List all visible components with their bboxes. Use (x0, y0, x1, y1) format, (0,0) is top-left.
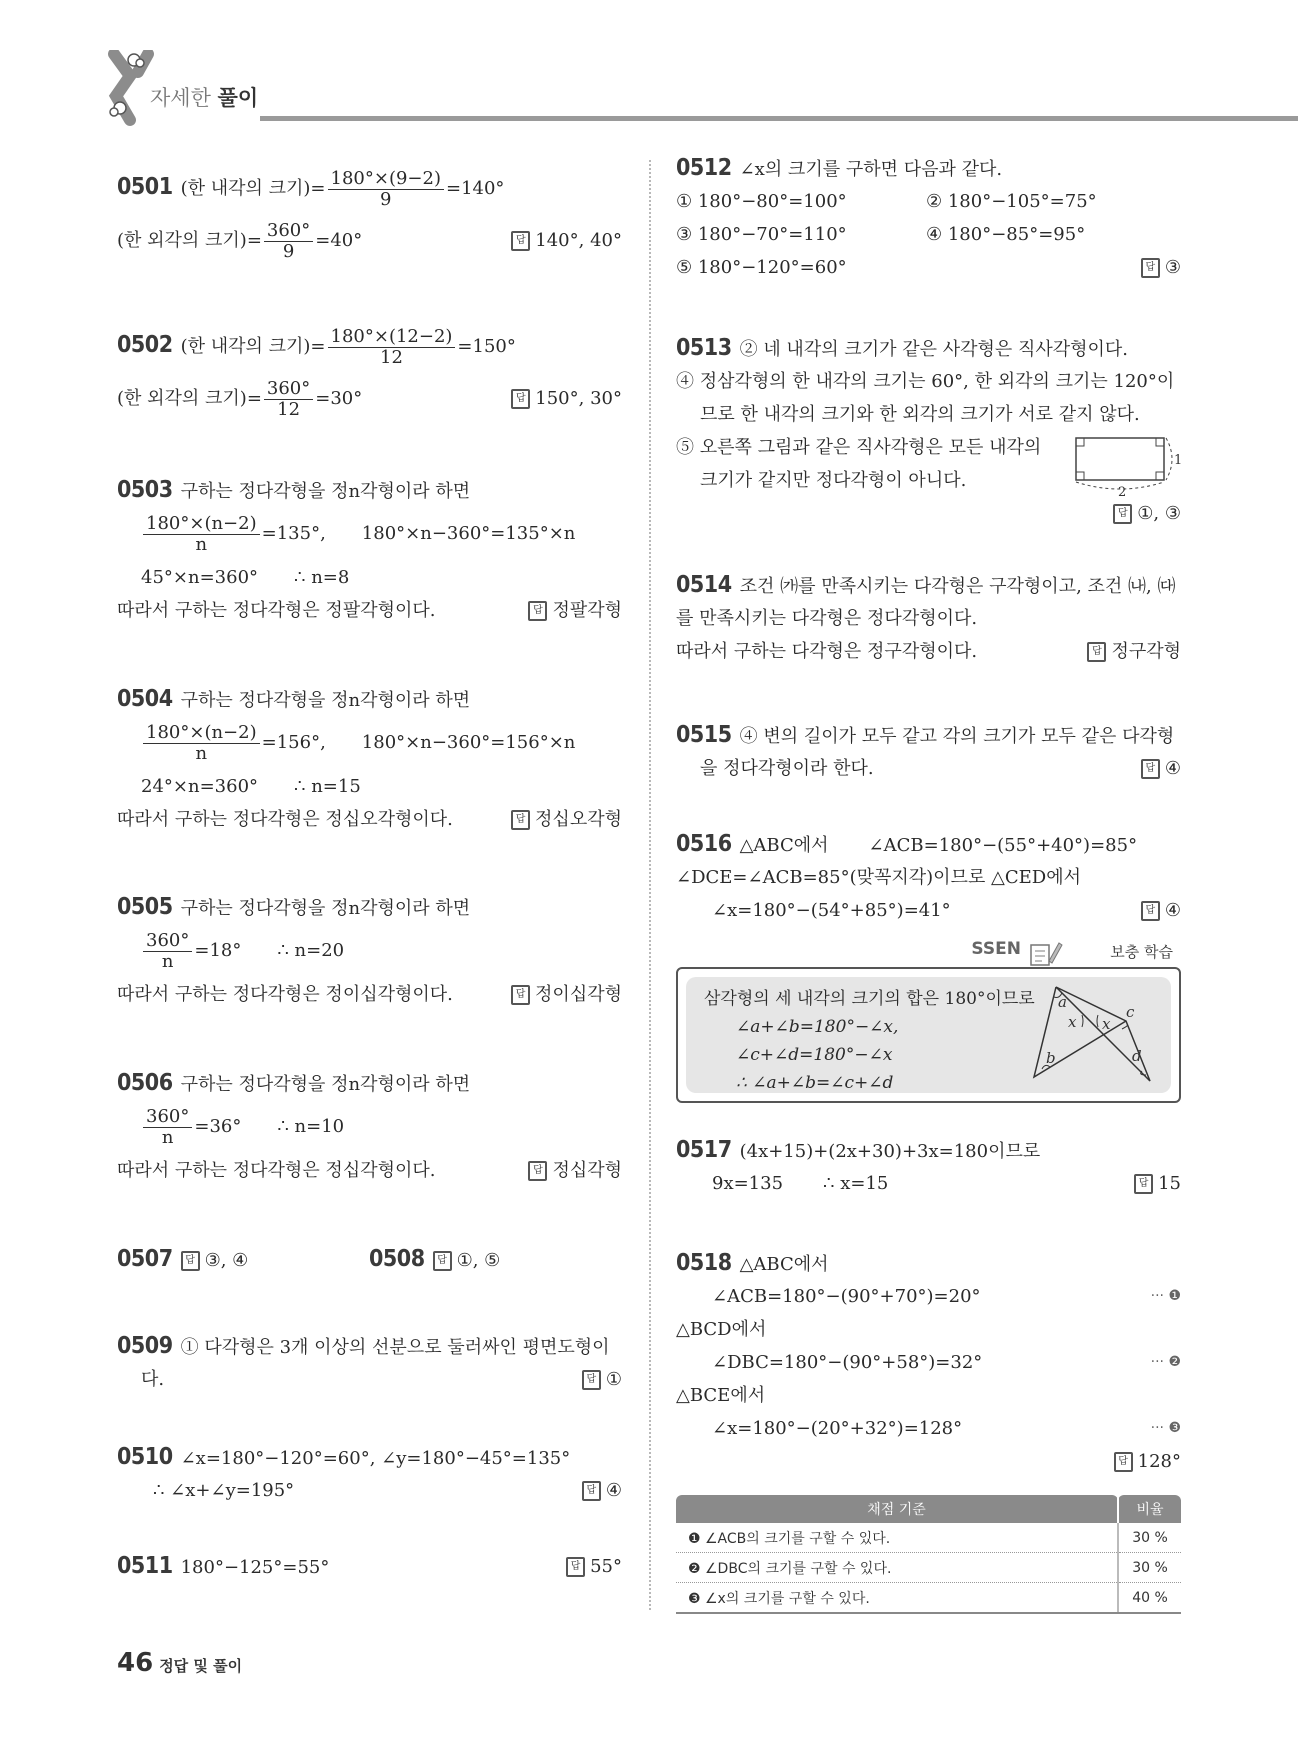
ssen-supplement-box (676, 967, 1181, 1103)
problem-0517: 0517 (4x+15)+(2x+30)+3x=180이므로 9x=135 ∴ x=15 답 15 (676, 1134, 1181, 1200)
grading-header-ratio: 비율 (1118, 1495, 1181, 1523)
footer-label: 정답 및 풀이 (159, 1657, 243, 1675)
ssen-brand: SSEN (971, 939, 1021, 959)
page-header (110, 50, 1298, 130)
answer: 답 140°, 40° (511, 214, 622, 268)
problem-0512: 0512 ∠x의 크기를 구하면 다음과 같다. ① 180°−80°=100° ② 180°−105°=75° ③ 180°−70°=110° ④ 180°−85°=95° ⑤ 180°−120°=60° 답 ③ (676, 152, 1181, 284)
answer-icon: 답 (582, 1481, 601, 1501)
answer: 답 정구각형 (1087, 635, 1181, 668)
answer: 답 ①, ③ (1113, 497, 1181, 530)
ssen-text: 삼각형의 세 내각의 크기의 합은 180°이므로 ∠a+∠b=180°−∠x, ∠c+∠d=180°−∠x ∴ ∠a+∠b=∠c+∠d (704, 989, 1035, 1093)
answer-icon: 답 (1087, 642, 1106, 662)
answer-icon: 답 (1141, 901, 1160, 921)
grading-table (676, 1495, 1181, 1614)
ssen-tag: 보충 학습 (1110, 943, 1173, 961)
answer-icon: 답 (1113, 504, 1132, 524)
page-footer (117, 1648, 242, 1678)
problem-0511: 0511 180°−125°=55° 답 55° (117, 1550, 622, 1583)
answer: 답 55° (566, 1550, 622, 1583)
problem-0501: 0501 (한 내각의 크기)= $\frac{180^\circ\times(9-2)}{9}$ =140° (한 외각의 크기)= $\frac{360^\circ}{9}$ =40° 답 140°, 40° (117, 160, 622, 268)
answer-icon: 답 (1141, 759, 1160, 779)
table-row: ❶ ∠ACB의 크기를 구할 수 있다. 30 % (676, 1523, 1181, 1553)
problem-0509: 0509 ① 다각형은 3개 이상의 선분으로 둘러싸인 평면도형이 다. 답 ① (117, 1330, 622, 1396)
answer-icon: 답 (433, 1251, 452, 1271)
rectangle-figure (1074, 436, 1184, 498)
page-title: 자세한 풀이 (150, 86, 259, 110)
problem-0513: 0513 ② 네 내각의 크기가 같은 사각형은 직사각형이다. ④ 정삼각형의 한 내각의 크기는 60°, 한 외각의 크기는 120°이 므로 한 내각의 크기와 한 외각의 크기가 서로 같지 않다. ⑤ 오른쪽 그림과 같은 직사각형은 모든 내각의 크기가 같지만 정다각형이 아니다. 답 ①, ③ 2 1 (676, 332, 1181, 530)
ssen-header (676, 937, 1181, 967)
note-pencil-icon (1027, 937, 1063, 967)
answer-icon: 답 (511, 231, 530, 251)
answer-icon: 답 (582, 1370, 601, 1390)
problem-0504: 0504 구하는 정다각형을 정n각형이라 하면 $\frac{180^\circ\times(n-2)}{n}$ =156°, 180°×n−360°=156°×n 24°×n=360° ∴ n=15 따라서 구하는 정다각형은 정십오각형이다. 답 정십오각형 (117, 683, 622, 836)
answer-icon: 답 (1114, 1452, 1133, 1472)
answer-icon: 답 (1141, 258, 1160, 278)
answer-icon: 답 (528, 601, 547, 621)
label-d: d (1132, 1047, 1142, 1065)
label-x-left: x (1068, 1013, 1077, 1031)
answer: 답 150°, 30° (511, 372, 622, 426)
answer-icon: 답 (511, 985, 530, 1005)
problem-0506: 0506 구하는 정다각형을 정n각형이라 하면 $\frac{360^\circ}{n}$ =36° ∴ n=10 따라서 구하는 정다각형은 정십각형이다. 답 정십각형 (117, 1067, 622, 1187)
answer: 답 ③ (1141, 251, 1181, 284)
answer-icon: 답 (566, 1557, 585, 1577)
problem-0510: 0510 ∠x=180°−120°=60°, ∠y=180°−45°=135° ∴ ∠x+∠y=195° 답 ④ (117, 1441, 622, 1507)
header-rule (260, 116, 1298, 121)
answer-icon: 답 (511, 810, 530, 830)
answer-icon: 답 (181, 1251, 200, 1271)
grading-header-criteria: 채점 기준 (676, 1495, 1118, 1523)
label-x-right: x (1102, 1015, 1111, 1033)
answer: 답 15 (1134, 1167, 1181, 1200)
page-number: 46 (117, 1648, 154, 1678)
answer-icon: 답 (528, 1161, 547, 1181)
figure-height-label: 1 (1174, 453, 1183, 468)
answer: 답 정팔각형 (528, 594, 622, 627)
answer-icon: 답 (1134, 1174, 1153, 1194)
problem-0503: 0503 구하는 정다각형을 정n각형이라 하면 $\frac{180^\circ\times(n-2)}{n}$ =135°, 180°×n−360°=135°×n 45°×n=360° ∴ n=8 따라서 구하는 정다각형은 정팔각형이다. 답 정팔각형 (117, 474, 622, 627)
label-a: a (1058, 993, 1067, 1011)
bowtie-triangles-figure (1026, 983, 1166, 1089)
problem-0516: 0516 △ABC에서 ∠ACB=180°−(55°+40°)=85° ∠DCE=∠ACB=85°(맞꼭지각)이므로 △CED에서 ∠x=180°−(54°+85°)=41° 답 ④ (676, 828, 1181, 927)
answer: 답 ④ (1141, 752, 1181, 785)
table-row: ❷ ∠DBC의 크기를 구할 수 있다. 30 % (676, 1553, 1181, 1583)
problem-0518: 0518 △ABC에서 ∠ACB=180°−(90°+70°)=20° ··· ❶ △BCD에서 ∠DBC=180°−(90°+58°)=32° ··· ❷ △BCE에서 ∠x=180°−(20°+32°)=128° ··· ❸ 답 128° (676, 1247, 1181, 1478)
problem-0505: 0505 구하는 정다각형을 정n각형이라 하면 $\frac{360^\circ}{n}$ =18° ∴ n=20 따라서 구하는 정다각형은 정이십각형이다. 답 정이십각형 (117, 891, 622, 1011)
label-c: c (1126, 1003, 1135, 1021)
answer: 답 ④ (582, 1474, 622, 1507)
problem-0507-0508: 0507 답 ③, ④ 0508 답 ①, ⑤ (117, 1246, 501, 1272)
problem-0515: 0515 ④ 변의 길이가 모두 같고 각의 크기가 모두 같은 다각형 을 정다각형이라 한다. 답 ④ (676, 719, 1181, 785)
figure-width-label: 2 (1118, 485, 1127, 498)
answer: 답 정십오각형 (511, 803, 622, 836)
answer: 답 ④ (1141, 894, 1181, 927)
table-row: ❸ ∠x의 크기를 구할 수 있다. 40 % (676, 1583, 1181, 1614)
column-divider (649, 160, 651, 1610)
problem-0502: 0502 (한 내각의 크기)= $\frac{180^\circ\times(12-2)}{12}$ =150° (한 외각의 크기)= $\frac{360^\circ}{12}$ =30° 답 150°, 30° (117, 318, 622, 426)
answer: 답 ① (582, 1363, 622, 1396)
answer: 답 정이십각형 (511, 978, 622, 1011)
answer: 답 정십각형 (528, 1154, 622, 1187)
answer-icon: 답 (511, 389, 530, 409)
answer: 답 128° (1114, 1445, 1181, 1478)
problem-0514: 0514 조건 ㈎를 만족시키는 다각형은 구각형이고, 조건 ㈏, ㈐ 를 만족시키는 다각형은 정다각형이다. 따라서 구하는 다각형은 정구각형이다. 답 정구각형 (676, 569, 1181, 668)
label-b: b (1046, 1049, 1056, 1067)
